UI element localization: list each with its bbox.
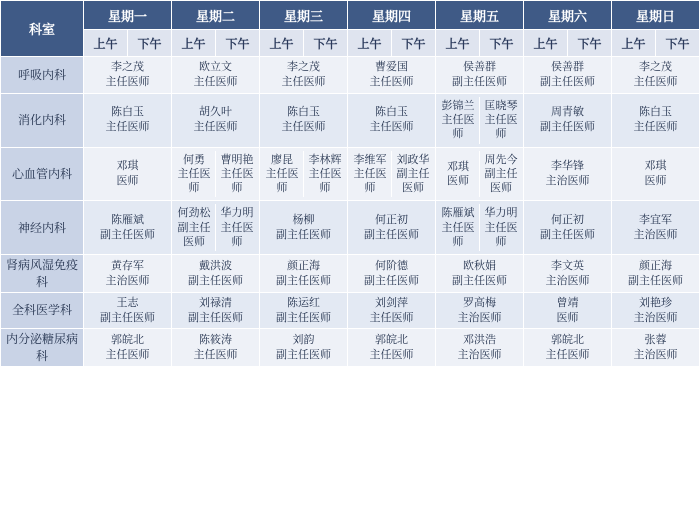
schedule-cell[interactable]	[84, 292, 172, 329]
doctor-entry[interactable]	[437, 204, 480, 251]
schedule-cell[interactable]	[612, 93, 700, 147]
schedule-cell[interactable]	[348, 57, 436, 94]
doctor-name: 匡晓琴	[484, 99, 518, 112]
schedule-cell[interactable]	[436, 329, 524, 366]
doctor-entry	[613, 296, 698, 326]
doctor-title: 主任医师	[369, 311, 414, 324]
doctor-entry	[525, 259, 610, 289]
schedule-cell[interactable]	[172, 255, 260, 292]
doctor-name: 邓琪	[447, 160, 469, 173]
table-row	[1, 255, 700, 292]
schedule-cell[interactable]	[436, 255, 524, 292]
doctor-name: 何劲松	[177, 207, 211, 220]
doctor-entry	[261, 213, 346, 243]
header-half-fri-pm: 下午	[480, 30, 524, 57]
header-half-mon-pm: 下午	[128, 30, 172, 57]
doctor-entry[interactable]	[349, 151, 392, 198]
header-half-sat-pm: 下午	[568, 30, 612, 57]
doctor-entry	[261, 105, 346, 135]
doctor-entry	[349, 259, 434, 289]
doctor-title: 主任医师	[193, 75, 238, 88]
doctor-entry	[525, 333, 610, 363]
doctor-entry	[85, 296, 170, 326]
table-row	[1, 329, 700, 366]
doctor-name: 郭皖北	[375, 333, 408, 346]
doctor-entry	[261, 259, 346, 289]
schedule-cell[interactable]	[172, 292, 260, 329]
doctor-entry[interactable]	[173, 204, 216, 251]
doctor-title: 副主任医师	[628, 274, 683, 287]
doctor-name: 李文英	[551, 259, 584, 272]
doctor-title: 主治医师	[457, 348, 502, 361]
doctor-entry	[525, 105, 610, 135]
schedule-cell[interactable]	[84, 255, 172, 292]
dept-cell: 消化内科	[1, 93, 84, 147]
doctor-entry[interactable]	[304, 151, 347, 198]
doctor-title: 主任医师	[193, 121, 238, 134]
header-halves-row	[1, 30, 700, 57]
doctor-name: 戴洪波	[199, 259, 232, 272]
schedule-cell[interactable]	[436, 292, 524, 329]
schedule-cell[interactable]	[260, 93, 348, 147]
split-slot	[437, 151, 522, 198]
doctor-title: 主任医师	[105, 121, 150, 134]
doctor-title: 主任医师	[369, 348, 414, 361]
doctor-title: 副主任医师	[276, 311, 331, 324]
table-row	[1, 147, 700, 201]
doctor-title: 主任医师	[281, 75, 326, 88]
doctor-name: 刘禄清	[199, 296, 232, 309]
header-day-1: 星期二	[172, 1, 260, 30]
doctor-title: 主任医师	[105, 348, 150, 361]
header-days-row	[1, 1, 700, 30]
doctor-name: 刘剑萍	[375, 296, 408, 309]
doctor-name: 李华锋	[551, 160, 584, 173]
doctor-name: 李之茂	[639, 61, 672, 73]
doctor-name: 邓琪	[644, 160, 667, 173]
header-half-tue-am: 上午	[172, 30, 216, 57]
doctor-entry[interactable]	[480, 151, 523, 198]
doctor-name: 曹爱国	[375, 61, 408, 73]
schedule-cell[interactable]	[436, 201, 524, 255]
doctor-entry[interactable]	[437, 151, 480, 198]
schedule-cell[interactable]	[260, 255, 348, 292]
split-slot	[437, 97, 522, 144]
doctor-name: 邓洪浩	[463, 333, 496, 346]
schedule-cell[interactable]	[260, 147, 348, 201]
schedule-cell[interactable]	[524, 329, 612, 366]
doctor-title: 副主任医师	[452, 274, 507, 287]
doctor-name: 陈雁斌	[441, 207, 475, 220]
doctor-name: 李宜军	[639, 214, 672, 227]
header-half-sat-am: 上午	[524, 30, 568, 57]
header-half-thu-am: 上午	[348, 30, 392, 57]
doctor-name: 刘艳珍	[639, 296, 672, 309]
schedule-cell[interactable]	[436, 57, 524, 94]
doctor-entry	[349, 213, 434, 243]
doctor-entry	[173, 60, 258, 90]
doctor-title: 副主任医师	[276, 274, 331, 287]
schedule-cell[interactable]	[348, 147, 436, 201]
doctor-name: 周先今	[484, 153, 518, 166]
doctor-title: 主任医师	[220, 167, 254, 195]
schedule-cell[interactable]	[612, 329, 700, 366]
schedule-cell[interactable]	[84, 329, 172, 366]
doctor-entry	[85, 159, 170, 189]
doctor-title: 主任医师	[220, 221, 254, 249]
doctor-entry	[261, 296, 346, 326]
doctor-title: 主任医师	[633, 121, 678, 134]
doctor-name: 李之茂	[287, 61, 320, 73]
doctor-name: 陈筱涛	[199, 333, 232, 346]
schedule-cell[interactable]	[612, 255, 700, 292]
doctor-entry	[85, 60, 170, 90]
doctor-entry	[613, 259, 698, 289]
header-half-thu-pm: 下午	[392, 30, 436, 57]
doctor-entry	[613, 105, 698, 135]
doctor-title: 医师	[116, 175, 139, 188]
doctor-name: 刘政华	[396, 153, 430, 166]
header-half-wed-am: 上午	[260, 30, 304, 57]
doctor-name: 华力明	[220, 207, 254, 220]
doctor-entry[interactable]	[216, 204, 259, 251]
schedule-cell[interactable]	[172, 329, 260, 366]
doctor-entry	[261, 333, 346, 363]
doctor-entry	[85, 213, 170, 243]
table-header	[1, 1, 700, 57]
doctor-name: 罗高梅	[463, 296, 496, 309]
doctor-entry	[173, 333, 258, 363]
doctor-title: 主任医师	[265, 167, 299, 195]
doctor-name: 李林辉	[308, 153, 342, 166]
doctor-entry	[349, 333, 434, 363]
dept-cell: 肾病风湿免疫科	[1, 255, 84, 292]
doctor-name: 何阶德	[375, 259, 408, 272]
schedule-cell[interactable]	[84, 57, 172, 94]
doctor-entry[interactable]	[216, 151, 259, 198]
doctor-name: 张蓉	[644, 333, 667, 346]
doctor-title: 副主任医师	[188, 311, 243, 324]
doctor-title: 副主任医师	[540, 228, 595, 241]
doctor-name: 何正初	[375, 214, 408, 227]
doctor-entry	[437, 333, 522, 363]
doctor-title: 主任医师	[193, 348, 238, 361]
doctor-title: 主任医师	[369, 121, 414, 134]
doctor-name: 陈白玉	[375, 106, 408, 119]
doctor-entry	[173, 105, 258, 135]
doctor-title: 副主任医师	[100, 311, 155, 324]
doctor-title: 副主任医师	[177, 221, 211, 249]
doctor-entry	[349, 105, 434, 135]
doctor-entry	[613, 333, 698, 363]
doctor-entry	[85, 105, 170, 135]
schedule-cell[interactable]	[84, 147, 172, 201]
doctor-title: 副主任医师	[540, 75, 595, 88]
doctor-title: 副主任医师	[276, 348, 331, 361]
dept-cell: 内分泌糖尿病科	[1, 329, 84, 366]
table-row	[1, 201, 700, 255]
doctor-name: 王志	[116, 296, 139, 309]
doctor-entry	[85, 259, 170, 289]
schedule-cell[interactable]	[612, 201, 700, 255]
doctor-entry[interactable]	[480, 204, 523, 251]
doctor-title: 主治医师	[545, 274, 590, 287]
schedule-cell[interactable]	[524, 93, 612, 147]
schedule-cell[interactable]	[436, 93, 524, 147]
doctor-title: 副主任医师	[364, 274, 419, 287]
dept-cell: 呼吸内科	[1, 57, 84, 94]
doctor-title: 主治医师	[457, 311, 502, 324]
doctor-title: 副主任医师	[452, 75, 507, 88]
doctor-name: 曹明艳	[220, 153, 254, 166]
schedule-cell[interactable]	[172, 201, 260, 255]
doctor-entry	[173, 259, 258, 289]
schedule-cell[interactable]	[524, 255, 612, 292]
schedule-cell[interactable]	[612, 57, 700, 94]
doctor-entry	[437, 60, 522, 90]
header-dept-label: 科室	[1, 1, 84, 57]
doctor-entry	[261, 60, 346, 90]
doctor-entry[interactable]	[173, 151, 216, 198]
doctor-title: 副主任医师	[540, 121, 595, 134]
split-slot	[437, 204, 522, 251]
doctor-name: 欧立文	[199, 61, 232, 73]
doctor-name: 曾靖	[556, 296, 579, 309]
doctor-entry	[85, 333, 170, 363]
doctor-title: 医师	[556, 311, 579, 324]
doctor-entry	[613, 213, 698, 243]
split-slot	[173, 151, 258, 198]
doctor-entry	[349, 296, 434, 326]
schedule-cell[interactable]	[260, 329, 348, 366]
dept-cell: 全科医学科	[1, 292, 84, 329]
doctor-name: 李维军	[353, 153, 387, 166]
schedule-cell[interactable]	[172, 147, 260, 201]
schedule-cell[interactable]	[260, 57, 348, 94]
doctor-title: 副主任医师	[364, 228, 419, 241]
doctor-title: 医师	[447, 175, 469, 188]
doctor-title: 主任医师	[308, 167, 342, 195]
doctor-title: 副主任医师	[396, 167, 430, 195]
schedule-cell[interactable]	[260, 201, 348, 255]
schedule-cell[interactable]	[612, 292, 700, 329]
split-slot	[349, 151, 434, 198]
schedule-cell[interactable]	[524, 292, 612, 329]
header-half-sun-am: 上午	[612, 30, 656, 57]
doctor-name: 彭锦兰	[441, 99, 475, 112]
doctor-title: 主治医师	[633, 228, 678, 241]
doctor-entry	[613, 159, 698, 189]
doctor-title: 主任医师	[441, 113, 475, 141]
doctor-name: 何勇	[183, 153, 205, 166]
header-day-2: 星期三	[260, 1, 348, 30]
doctor-title: 主任医师	[105, 75, 150, 88]
doctor-title: 副主任医师	[484, 167, 518, 195]
doctor-title: 主治医师	[633, 348, 678, 361]
doctor-name: 陈白玉	[111, 106, 144, 119]
doctor-title: 副主任医师	[100, 228, 155, 241]
doctor-entry	[525, 159, 610, 189]
doctor-title: 主任医师	[484, 221, 518, 249]
doctor-name: 侯善群	[551, 61, 584, 73]
header-half-tue-pm: 下午	[216, 30, 260, 57]
schedule-cell[interactable]	[612, 147, 700, 201]
doctor-title: 主治医师	[105, 274, 150, 287]
doctor-title: 主任医师	[441, 221, 475, 249]
doctor-title: 主任医师	[281, 121, 326, 134]
doctor-title: 主任医师	[177, 167, 211, 195]
doctor-title: 医师	[644, 175, 667, 188]
doctor-title: 主治医师	[545, 175, 590, 188]
schedule-cell[interactable]	[348, 93, 436, 147]
schedule-cell[interactable]	[436, 147, 524, 201]
header-day-4: 星期五	[436, 1, 524, 30]
split-slot	[261, 151, 346, 198]
doctor-name: 陈白玉	[287, 106, 320, 119]
doctor-name: 华力明	[484, 207, 518, 220]
doctor-entry	[173, 296, 258, 326]
doctor-title: 副主任医师	[188, 274, 243, 287]
dept-cell: 神经内科	[1, 201, 84, 255]
header-half-fri-am: 上午	[436, 30, 480, 57]
doctor-entry[interactable]	[480, 97, 523, 144]
schedule-cell[interactable]	[348, 329, 436, 366]
doctor-name: 何正初	[551, 214, 584, 227]
doctor-title: 主治医师	[633, 311, 678, 324]
header-day-3: 星期四	[348, 1, 436, 30]
table-row	[1, 292, 700, 329]
doctor-title: 主任医师	[369, 75, 414, 88]
schedule-cell[interactable]	[524, 147, 612, 201]
doctor-name: 颜正海	[639, 259, 672, 272]
doctor-entry	[437, 259, 522, 289]
schedule-cell[interactable]	[524, 201, 612, 255]
schedule-cell[interactable]	[84, 201, 172, 255]
table-row	[1, 57, 700, 94]
header-half-mon-am: 上午	[84, 30, 128, 57]
schedule-cell[interactable]	[260, 292, 348, 329]
doctor-name: 廖昆	[271, 153, 293, 166]
doctor-name: 陈运红	[287, 296, 320, 309]
doctor-entry	[525, 60, 610, 90]
doctor-name: 邓琪	[116, 160, 139, 173]
table-body	[1, 57, 700, 367]
doctor-entry	[525, 213, 610, 243]
doctor-title: 主任医师	[353, 167, 387, 195]
table-row	[1, 93, 700, 147]
header-half-wed-pm: 下午	[304, 30, 348, 57]
schedule-cell[interactable]	[348, 255, 436, 292]
schedule-cell[interactable]	[348, 292, 436, 329]
doctor-name: 陈雁斌	[111, 214, 144, 227]
schedule-cell[interactable]	[524, 57, 612, 94]
schedule-cell[interactable]	[172, 93, 260, 147]
doctor-entry	[525, 296, 610, 326]
doctor-name: 李之茂	[111, 61, 144, 73]
doctor-title: 副主任医师	[276, 228, 331, 241]
doctor-name: 黄存军	[111, 259, 144, 272]
header-half-sun-pm: 下午	[656, 30, 700, 57]
schedule-cell[interactable]	[172, 57, 260, 94]
split-slot	[173, 204, 258, 251]
doctor-entry[interactable]	[392, 151, 435, 198]
doctor-name: 周青敏	[551, 106, 584, 119]
doctor-entry	[349, 60, 434, 90]
doctor-name: 陈白玉	[639, 106, 672, 119]
doctor-title: 主任医师	[633, 75, 678, 88]
dept-cell: 心血管内科	[1, 147, 84, 201]
header-day-0: 星期一	[84, 1, 172, 30]
doctor-name: 杨柳	[292, 214, 315, 227]
doctor-name: 颜正海	[287, 259, 320, 272]
doctor-entry[interactable]	[437, 97, 480, 144]
doctor-entry[interactable]	[261, 151, 304, 198]
doctor-entry	[613, 60, 698, 90]
header-day-6: 星期日	[612, 1, 700, 30]
doctor-name: 郭皖北	[111, 333, 144, 346]
doctor-name: 郭皖北	[551, 333, 584, 346]
header-day-5: 星期六	[524, 1, 612, 30]
doctor-name: 欧秋娟	[463, 259, 496, 272]
doctor-entry	[437, 296, 522, 326]
schedule-cell[interactable]	[84, 93, 172, 147]
doctor-name: 刘韵	[292, 333, 315, 346]
doctor-name: 胡久叶	[199, 106, 232, 119]
schedule-cell[interactable]	[348, 201, 436, 255]
doctor-title: 主任医师	[545, 348, 590, 361]
doctor-title: 主任医师	[484, 113, 518, 141]
doctor-name: 侯善群	[463, 61, 496, 73]
